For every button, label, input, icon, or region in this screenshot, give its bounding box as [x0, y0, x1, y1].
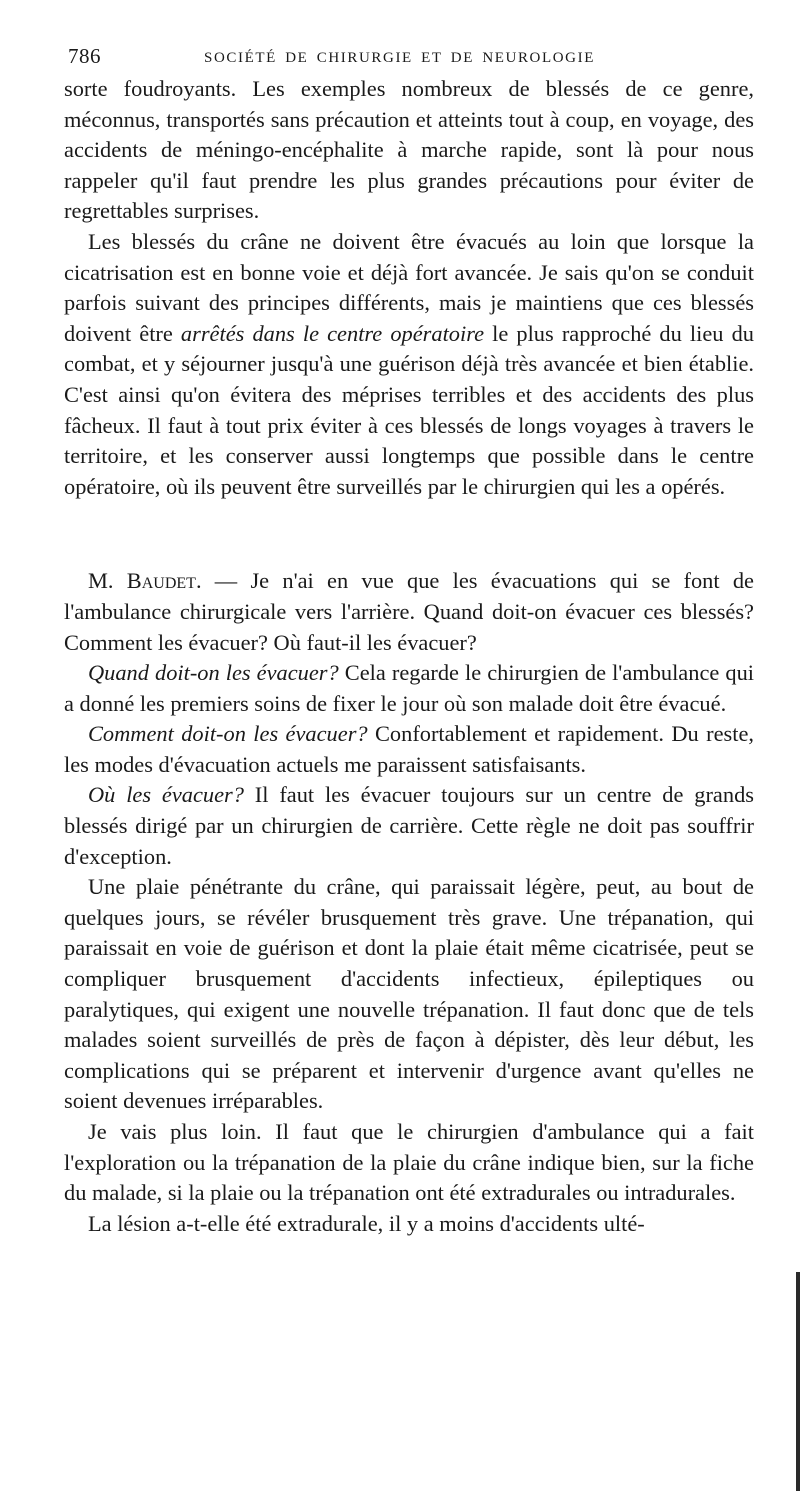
speaker-name: Baudet — [126, 568, 196, 594]
paragraph-evacuation-principles — [64, 227, 754, 502]
paragraph-text: Confortablement et rapidement. Du reste, les modes d'évacuation actuels me paraissent satisfaisants. — [64, 721, 754, 777]
book-page — [64, 40, 754, 1239]
running-head: SOCIÉTÉ DE CHIRURGIE ET DE NEUROLOGIE — [204, 50, 595, 66]
paragraph-continuation: sorte foudroyants. Les exemples nombreux de blessés de ce genre, méconnus, transportés sans précaution et atteints tout à coup, en voyage, des accidents de méningo-encéphalite à marche rapide, sont là pour nous rappeler qu'il faut prendre les plus grandes précautions pour éviter de regrettables surprises. — [64, 76, 754, 224]
scan-edge-rule — [796, 1272, 800, 1491]
paragraph-how — [64, 719, 754, 780]
emphasis-text: arrêtés dans le centre opératoire — [180, 320, 485, 346]
paragraph-where — [64, 780, 754, 872]
paragraph-text: le plus rapproché du lieu du combat, et y séjourner jusqu'à une guérison déjà très avancée et bien établie. C'est ainsi qu'on évitera des méprises terribles et des accidents des plus fâcheux. Il faut à tout prix éviter à ces blessés de longs voyages à travers le territoire, et les conserver aussi longtemps que possible dans le centre opératoire, où ils peuvent être surveillés par le chirurgien qui les a opérés. — [64, 320, 754, 499]
page-header — [64, 40, 754, 74]
speaker-prefix: M. — [88, 568, 127, 594]
paragraph-extradural: La lésion a-t-elle été extradurale, il y a moins d'accidents ulté- — [88, 1210, 645, 1236]
paragraph-text: Les blessés du crâne ne doivent être évacués au loin que lorsque la cicatrisation est en bonne voie et déjà fort avancée. Je sais qu'on se conduit parfois suivant des principes différents, mais je maintiens que ces blessés doivent être — [64, 228, 754, 346]
section-gap — [64, 502, 754, 566]
paragraph-speaker-baudet — [64, 566, 754, 658]
question-heading: Où les évacuer? — [88, 782, 244, 808]
paragraph-text: . — Je n'ai en vue que les évacuations qui se font de l'ambulance chirurgicale vers l'arrière. Quand doit-on évacuer ces blessés? Comment les évacuer? Où faut-il les évacuer? — [64, 568, 754, 655]
paragraph-penetrating-wound: Une plaie pénétrante du crâne, qui paraissait légère, peut, au bout de quelques jours, se révéler brusquement très grave. Une trépanation, qui paraissait en voie de guérison et dont la plaie était même cicatrisée, peut se compliquer brusquement d'accidents infectieux, épileptiques ou paralytiques, qui exigent une nouvelle trépanation. Il faut donc que de tels malades soient surveillés de près de façon à dépister, dès leur début, les complications qui se préparent et intervenir d'urgence avant qu'elles ne soient devenues irréparables. — [64, 874, 754, 1114]
question-heading: Comment doit-on les évacuer? — [88, 721, 368, 747]
paragraph-when — [64, 658, 754, 719]
paragraph-text: Cela regarde le chirurgien de l'ambulance qui a donné les premiers soins de fixer le jour où son malade doit être évacué. — [64, 660, 754, 716]
question-heading: Quand doit-on les évacuer? — [88, 660, 339, 686]
paragraph-text: Il faut les évacuer toujours sur un centre de grands blessés dirigé par un chirurgien de carrière. Cette règle ne doit pas souffrir d'exception. — [64, 782, 754, 869]
page-number: 786 — [68, 44, 101, 68]
body-text — [64, 74, 754, 1239]
paragraph-surgeon-record: Je vais plus loin. Il faut que le chirurgien d'ambulance qui a fait l'exploration ou la trépanation de la plaie du crâne indique bien, sur la fiche du malade, si la plaie ou la trépanation ont été extradurales ou intradurales. — [64, 1119, 754, 1206]
